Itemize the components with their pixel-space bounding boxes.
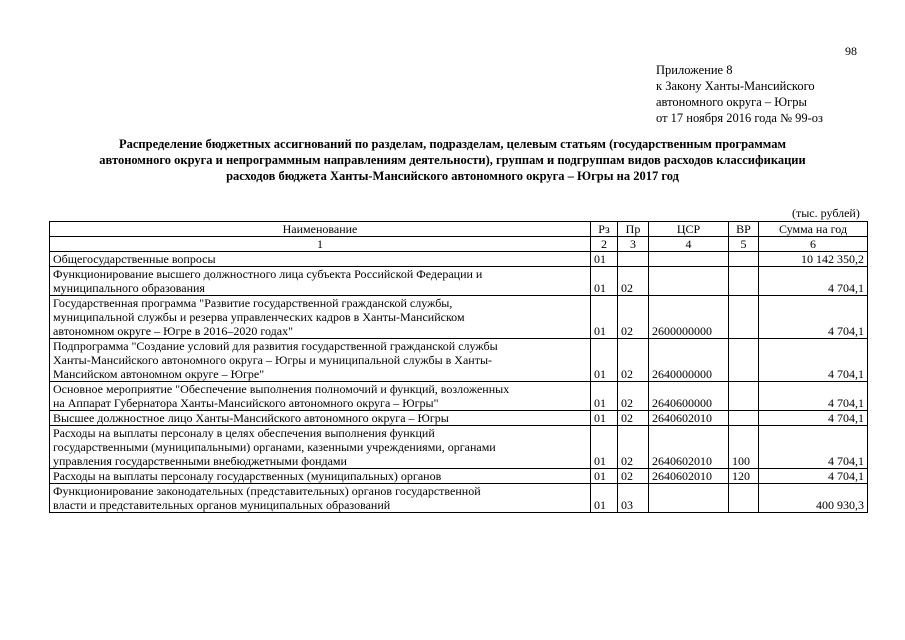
row-rz: 01: [591, 267, 618, 296]
row-name-line: Общегосударственные вопросы: [53, 252, 216, 266]
row-csr: 2640600000: [649, 382, 729, 411]
row-name-line: Функционирование законодательных (представительных) органов государственной: [53, 484, 481, 498]
header-name: Наименование: [50, 222, 591, 237]
column-number: 4: [649, 237, 729, 252]
row-name: [50, 426, 591, 469]
row-csr: 2640602010: [649, 469, 729, 484]
appendix-line: Приложение 8: [656, 63, 733, 77]
page-number: 98: [845, 44, 857, 58]
title-line: расходов бюджета Ханты-Мансийского автономного округа – Югры на 2017 год: [226, 169, 679, 183]
appendix-block: [656, 62, 823, 126]
row-name: [50, 339, 591, 382]
row-name-line: муниципальной службы и резерва управленческих кадров в Ханты-Мансийском: [53, 310, 465, 324]
row-vr: [729, 339, 759, 382]
row-pr: 03: [618, 484, 649, 513]
row-sum: 4 704,1: [759, 469, 868, 484]
row-pr: 02: [618, 469, 649, 484]
row-pr: 02: [618, 411, 649, 426]
row-csr: [649, 267, 729, 296]
row-rz: 01: [591, 426, 618, 469]
row-name-line: Государственная программа "Развитие государственной гражданской службы,: [53, 296, 453, 310]
row-pr: 02: [618, 426, 649, 469]
row-vr: [729, 267, 759, 296]
header-pr: Пр: [618, 222, 649, 237]
row-name: [50, 484, 591, 513]
column-number: 5: [729, 237, 759, 252]
row-sum: 10 142 350,2: [759, 252, 868, 267]
row-vr: [729, 411, 759, 426]
row-rz: 01: [591, 252, 618, 267]
row-name-line: Расходы на выплаты персоналу в целях обеспечения выполнения функций: [53, 426, 435, 440]
header-row: [50, 222, 868, 237]
row-name: [50, 411, 591, 426]
row-name: [50, 382, 591, 411]
column-number-row: [50, 237, 868, 252]
table-row: [50, 484, 868, 513]
row-pr: [618, 252, 649, 267]
table-row: [50, 469, 868, 484]
row-sum: 400 930,3: [759, 484, 868, 513]
row-name-line: государственными (муниципальными) органами, казенными учреждениями, органами: [53, 440, 496, 454]
units-label: (тыс. рублей): [792, 206, 860, 220]
row-name: [50, 469, 591, 484]
row-sum: 4 704,1: [759, 411, 868, 426]
table-row: [50, 252, 868, 267]
row-vr: [729, 382, 759, 411]
row-vr: 120: [729, 469, 759, 484]
row-vr: [729, 484, 759, 513]
budget-table: [49, 221, 868, 513]
row-name-line: на Аппарат Губернатора Ханты-Мансийского автономного округа – Югры": [53, 396, 439, 410]
row-pr: 02: [618, 339, 649, 382]
header-rz: Рз: [591, 222, 618, 237]
title-line: автономного округа и непрограммным направлениям деятельности), группам и подгруппам видов расходов классификации: [99, 153, 806, 167]
row-pr: 02: [618, 267, 649, 296]
row-sum: 4 704,1: [759, 339, 868, 382]
row-pr: 02: [618, 382, 649, 411]
table-body: [50, 252, 868, 513]
row-name-line: Ханты-Мансийского автономного округа – Югры и муниципальной службы в Ханты-: [53, 353, 493, 367]
column-number: 1: [50, 237, 591, 252]
row-rz: 01: [591, 411, 618, 426]
appendix-line: автономного округа – Югры: [656, 95, 807, 109]
row-sum: 4 704,1: [759, 382, 868, 411]
row-sum: 4 704,1: [759, 267, 868, 296]
table-row: [50, 296, 868, 339]
header-sum: Сумма на год: [759, 222, 868, 237]
table-row: [50, 267, 868, 296]
row-csr: [649, 484, 729, 513]
appendix-line: к Закону Ханты-Мансийского: [656, 79, 815, 93]
row-rz: 01: [591, 469, 618, 484]
table-row: [50, 411, 868, 426]
row-rz: 01: [591, 339, 618, 382]
appendix-line: от 17 ноября 2016 года № 99-оз: [656, 111, 823, 125]
title-line: Распределение бюджетных ассигнований по разделам, подразделам, целевым статьям (государственным программам: [118, 137, 786, 151]
row-name-line: власти и представительных органов муниципальных образований: [53, 498, 391, 512]
row-csr: 2640602010: [649, 411, 729, 426]
row-name-line: управления государственными внебюджетными фондами: [53, 454, 347, 468]
row-sum: 4 704,1: [759, 426, 868, 469]
row-rz: 01: [591, 382, 618, 411]
row-vr: [729, 252, 759, 267]
row-name: [50, 296, 591, 339]
row-csr: 2640602010: [649, 426, 729, 469]
header-csr: ЦСР: [649, 222, 729, 237]
row-name-line: Подпрограмма "Создание условий для развития государственной гражданской службы: [53, 339, 498, 353]
column-number: 6: [759, 237, 868, 252]
row-vr: 100: [729, 426, 759, 469]
row-name-line: автономном округе – Югре в 2016–2020 годах": [53, 324, 293, 338]
column-number: 3: [618, 237, 649, 252]
row-rz: 01: [591, 296, 618, 339]
row-name-line: Мансийском автономном округе – Югре": [53, 367, 265, 381]
row-csr: [649, 252, 729, 267]
row-name-line: Основное мероприятие "Обеспечение выполнения полномочий и функций, возложенных: [53, 382, 510, 396]
header-vr: ВР: [729, 222, 759, 237]
table-row: [50, 382, 868, 411]
table-row: [50, 426, 868, 469]
table-row: [50, 339, 868, 382]
document-title: [40, 136, 865, 184]
row-sum: 4 704,1: [759, 296, 868, 339]
row-csr: 2640000000: [649, 339, 729, 382]
row-name-line: Функционирование высшего должностного лица субъекта Российской Федерации и: [53, 267, 483, 281]
row-name: [50, 267, 591, 296]
row-pr: 02: [618, 296, 649, 339]
row-rz: 01: [591, 484, 618, 513]
column-number: 2: [591, 237, 618, 252]
row-name-line: Расходы на выплаты персоналу государственных (муниципальных) органов: [53, 469, 442, 483]
row-name-line: Высшее должностное лицо Ханты-Мансийского автономного округа – Югры: [53, 411, 449, 425]
row-csr: 2600000000: [649, 296, 729, 339]
row-name: [50, 252, 591, 267]
row-vr: [729, 296, 759, 339]
row-name-line: муниципального образования: [53, 281, 205, 295]
